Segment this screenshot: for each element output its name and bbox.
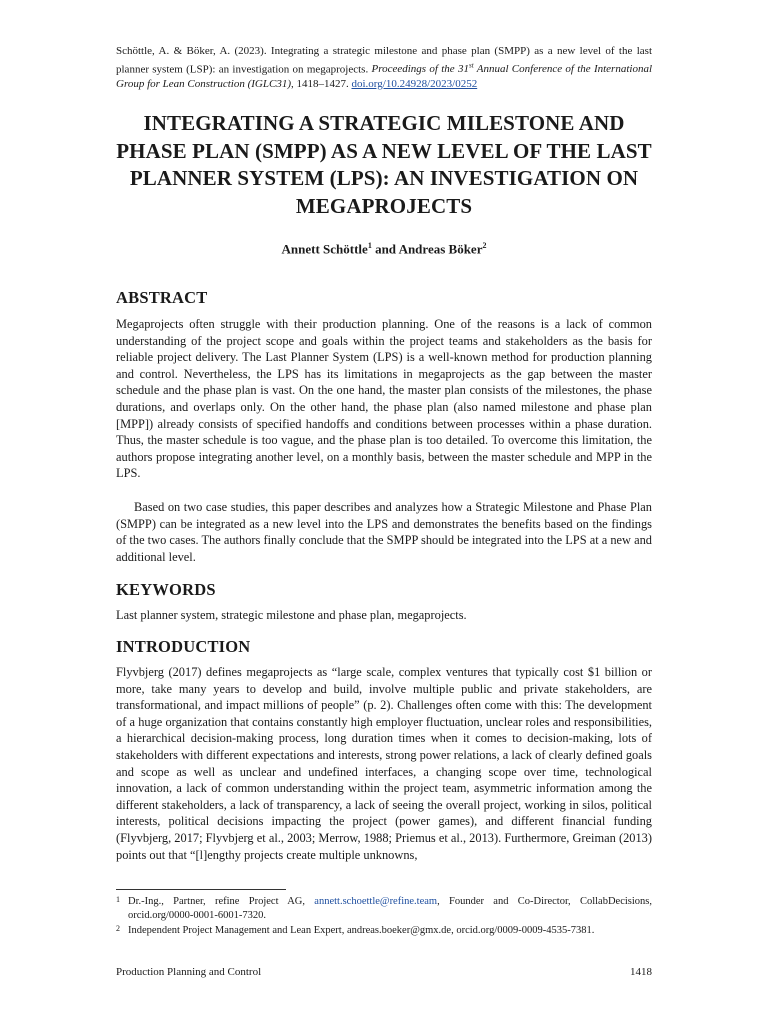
abstract-paragraph-1: Megaprojects often struggle with their production planning. One of the reasons is a lack of common understanding of the project scope and goals within the project teams and stakeholders as the basis for reliable project delivery. The Last Planner System (LPS) is a well-known method for production planning and control. Nevertheless, the LPS has its limitations in megaprojects as the gap between the master schedule and the phase plan is vast. On the one hand, the master plan consists of the milestones, the phase durations, and overlaps only. On the other hand, the phase plan (also named milestone and phase plan [MPP]) already consists of specified handoffs and conditions between processes within a phase duration. Thus, the master schedule is too vague, and the phase plan is too detailed. To overcome this limitation, the authors propose integrating another level, on a monthly basis, between the master schedule and MPP in the LPS. [116,317,652,481]
footnote-divider [116,889,286,890]
author-2-mark: 2 [482,241,487,250]
footnote-1: 1 Dr.-Ing., Partner, refine Project AG, annett.schoettle@refine.team, Founder and Co-Director, CollabDecisions, orcid.org/0000-0001-6001-7320. [116,895,652,921]
abstract-heading: ABSTRACT [116,288,208,307]
page-footer [116,966,652,978]
abstract-paragraph-2: Based on two case studies, this paper describes and analyzes how a Strategic Milestone and Phase Plan (SMPP) can be integrated as a new level into the LPS and demonstrates the benefits based on the findings of the two cases. The authors finally conclude that the SMPP should be integrated into the LPS at a new and additional level. [116,500,652,564]
author-1: Annett Schöttle [281,241,368,257]
page-number: 1418 [630,966,652,978]
citation-header [116,44,652,91]
keywords-text: Last planner system, strategic milestone and phase plan, megaprojects. [116,608,467,622]
citation-lead: Schöttle, A. & Böker, A. (2023). Integrating a strategic milestone and phase plan (SMPP) as a new level of the last planner system (LSP): an investigation on megaprojects. [116,45,652,76]
author-2: Andreas Böker [398,241,483,257]
doi-link[interactable]: doi.org/10.24928/2023/0252 [351,77,478,90]
citation-pages: , 1418–1427. [291,77,352,90]
footnotes [116,895,652,940]
citation-proceedings: Proceedings of the 31st Annual Conference of the International Group for Lean Construction (IGLC31) [116,61,653,90]
paper-title: INTEGRATING A STRATEGIC MILESTONE AND PHASE PLAN (SMPP) AS A NEW LEVEL OF THE LAST PLANNER SYSTEM (LPS): AN INVESTIGATION ON MEGAPROJECTS [116,111,652,218]
keywords-heading: KEYWORDS [116,580,216,599]
introduction-paragraph-1: Flyvbjerg (2017) defines megaprojects as “large scale, complex ventures that typically cost $1 billion or more, take many years to develop and build, involve multiple public and private stakeholders, are transformational, and impact millions of people” (p. 2). Challenges often come with this: The development of a huge organization that contains constantly high employer fluctuation, unclear roles and responsibilities, a hierarchical decision-making process, long duration times when it comes to decision-making, lots of stakeholders with different expectations and interests, strong power relations, a lack of clearly defined goals and scope as well as unclear and undefined interfaces, a changing scope over time, technological innovation, a lack of common understanding within the project team, asymmetric information among the different stakeholders, a lack of transparency, a lack of seeing the overall project, working in silos, political interests, political decisions impacting the project (power games), and different financial funding (Flyvbjerg, 2017; Flyvbjerg et al., 2003; Merrow, 1988; Priemus et al., 2013). Furthermore, Greiman (2013) points out that “[l]engthy projects create multiple unknowns, [116,665,652,862]
footnote-2: 2 Independent Project Management and Lean Expert, andreas.boeker@gmx.de, orcid.org/0009-0009-4535-7381. [116,924,595,936]
footer-section-title: Production Planning and Control [116,966,262,978]
author-line: Annett Schöttle$^1$ and Andreas Böker$^2$ [281,241,487,257]
author-1-mark: 1 [367,241,372,250]
footnote-1-mark: 1 [116,895,120,904]
email-link[interactable]: annett.schoettle@refine.team [314,896,438,907]
footnote-2-mark: 2 [116,924,120,933]
paper-page [116,0,652,1024]
introduction-heading: INTRODUCTION [116,637,251,656]
